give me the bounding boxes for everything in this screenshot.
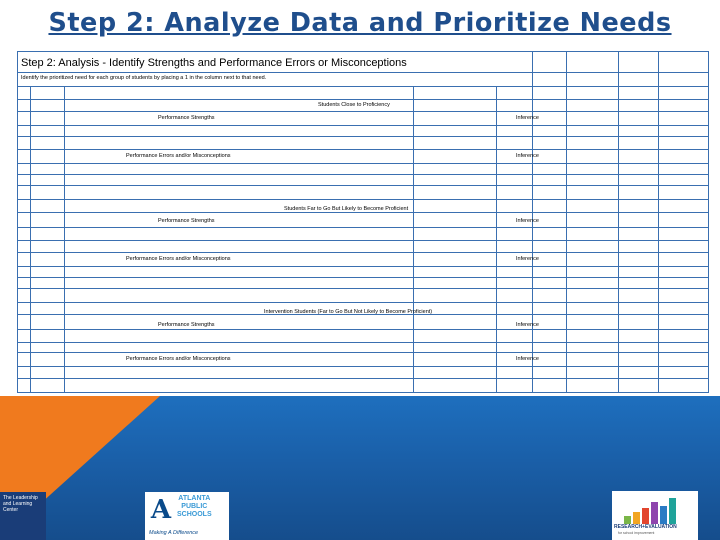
section-heading: Students Far to Go But Likely to Become Proficient (284, 206, 409, 212)
grid-column-line (64, 86, 65, 392)
grid-row-line (18, 288, 708, 289)
bar-icon (669, 498, 676, 524)
logo-subtext: for school improvement (618, 531, 655, 535)
grid-column-line (658, 86, 659, 392)
grid-column-line (532, 86, 533, 392)
inference-label: Inference (516, 218, 539, 224)
bar-icon (660, 506, 667, 524)
grid-column-line (30, 86, 31, 392)
grid-row-line (18, 72, 708, 73)
leadership-learning-center-logo (0, 492, 46, 540)
logo-text: RESEARCH+EVALUATION (614, 524, 677, 530)
logo-text: The Leadership and Learning Center (3, 495, 38, 513)
inference-label: Inference (516, 356, 539, 362)
grid-column-line (618, 86, 619, 392)
grid-row-line (18, 99, 708, 100)
grid-row-line (18, 111, 708, 112)
section-heading: Students Close to Proficiency (318, 102, 390, 108)
grid-row-line (18, 125, 708, 126)
errors-label: Performance Errors and/or Misconceptions (126, 153, 231, 159)
bar-icon (624, 516, 631, 524)
grid-row-line (18, 378, 708, 379)
aps-tagline: Making A Difference (149, 530, 199, 536)
aps-line: PUBLIC (181, 503, 208, 510)
aps-line: SCHOOLS (177, 511, 212, 518)
grid-column-line (566, 52, 567, 86)
grid-column-line (413, 86, 414, 392)
grid-row-line (18, 227, 708, 228)
worksheet-title: Step 2: Analysis - Identify Strengths and Performance Errors or Misconceptions (21, 57, 407, 69)
grid-column-line (496, 86, 497, 392)
grid-row-line (18, 136, 708, 137)
errors-label: Performance Errors and/or Misconceptions (126, 256, 231, 262)
grid-column-line (658, 52, 659, 86)
grid-row-line (18, 212, 708, 213)
grid-row-line (18, 86, 708, 87)
grid-row-line (18, 185, 708, 186)
grid-row-line (18, 163, 708, 164)
grid-row-line (18, 199, 708, 200)
grid-row-line (18, 174, 708, 175)
section-heading: Intervention Students (Far to Go But Not Likely to Become Proficient) (264, 309, 433, 315)
grid-column-line (618, 52, 619, 86)
worksheet-instruction: Identify the prioritized need for each group of students by placing a 1 in the column next to that need. (21, 75, 267, 81)
research-evaluation-logo (612, 491, 698, 540)
inference-label: Inference (516, 256, 539, 262)
page-title: Step 2: Analyze Data and Prioritize Needs (48, 8, 672, 38)
strengths-label: Performance Strengths (158, 322, 215, 328)
analysis-worksheet (17, 51, 709, 393)
aps-line: ATLANTA (178, 495, 211, 502)
atlanta-public-schools-logo (145, 492, 229, 540)
grid-row-line (18, 352, 708, 353)
errors-label: Performance Errors and/or Misconceptions (126, 356, 231, 362)
bar-icon (642, 508, 649, 524)
inference-label: Inference (516, 322, 539, 328)
grid-column-line (566, 86, 567, 392)
strengths-label: Performance Strengths (158, 218, 215, 224)
grid-row-line (18, 277, 708, 278)
grid-row-line (18, 302, 708, 303)
inference-label: Inference (516, 153, 539, 159)
grid-row-line (18, 366, 708, 367)
grid-row-line (18, 149, 708, 150)
grid-row-line (18, 266, 708, 267)
grid-row-line (18, 329, 708, 330)
aps-wordmark (177, 495, 212, 519)
grid-row-line (18, 342, 708, 343)
strengths-label: Performance Strengths (158, 115, 215, 121)
grid-column-line (532, 52, 533, 86)
bar-icon (651, 502, 658, 524)
grid-row-line (18, 252, 708, 253)
bar-icon (633, 512, 640, 524)
aps-emblem-icon: A (150, 495, 172, 525)
inference-label: Inference (516, 115, 539, 121)
grid-row-line (18, 240, 708, 241)
